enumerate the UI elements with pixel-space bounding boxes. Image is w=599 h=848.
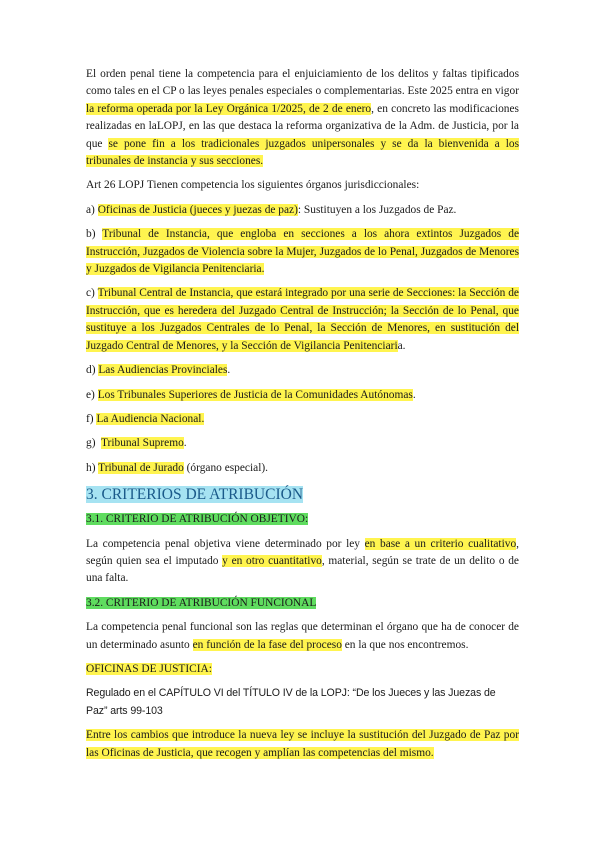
objetivo-paragraph <box>86 536 519 588</box>
list-item-b <box>86 226 519 278</box>
list-prefix: a) <box>86 203 98 216</box>
list-rest: : Sustituyen a los Juzgados de Paz. <box>297 203 457 216</box>
list-highlight: Tribunal de Instancia, que engloba en secciones a los ahora extintos Juzgados de Instrucción, Juzgados de Violencia sobre la Mujer, Juzgados de lo Penal, Juzgados de Menores y Juzgados de Vigilancia Penitenciaria. <box>86 228 519 276</box>
list-rest: a. <box>397 339 406 352</box>
list-item-c <box>86 285 519 355</box>
funcional-highlight-fase: en función de la fase del proceso <box>192 638 342 651</box>
subheading-objetivo <box>86 511 519 528</box>
list-item-e <box>86 387 519 404</box>
intro-text-c: , en concreto las modificaciones realizadas en laLOPJ, en las que destaca la reforma organizativa de la Adm. de Justicia, por la que <box>86 102 519 150</box>
intro-highlight-reform: la reforma operada por la Ley Orgánica 1/2025, de 2 de enero <box>86 102 372 115</box>
subheading-funcional-text: 3.2. CRITERIO DE ATRIBUCIÓN FUNCIONAL <box>86 596 317 609</box>
list-highlight: Las Audiencias Provinciales <box>98 364 228 377</box>
oficinas-heading-text: OFICINAS DE JUSTICIA: <box>86 662 212 675</box>
list-rest: . <box>227 364 231 377</box>
subheading-objetivo-text: 3.1. CRITERIO DE ATRIBUCIÓN OBJETIVO: <box>86 513 309 526</box>
list-prefix: h) <box>86 461 99 474</box>
subheading-funcional <box>86 595 519 612</box>
list-prefix: d) <box>86 364 99 377</box>
intro-text-a: El orden penal tiene la competencia para el enjuiciamiento de los delitos y faltas tipificados como tales en el CP o las leyes penales especiales o complementarias. Este 2025 entra en vigor <box>86 68 519 98</box>
list-item-h <box>86 460 519 477</box>
list-highlight: Oficinas de Justicia (jueces y juezas de paz) <box>97 203 298 216</box>
list-prefix: e) <box>86 388 98 401</box>
list-item-g <box>86 435 519 452</box>
list-prefix: c) <box>86 287 98 300</box>
funcional-paragraph <box>86 619 519 654</box>
section-heading-text: 3. CRITERIOS DE ATRIBUCIÓN <box>86 486 304 504</box>
objetivo-highlight-cualitativo: en base a un criterio cualitativo <box>364 537 517 550</box>
intro-paragraph <box>86 66 519 170</box>
list-highlight: Tribunal Central de Instancia, que estará integrado por una serie de Secciones: la Sección de Instrucción, que es heredera del Juzgado Central de Instrucción; la Sección de lo Penal, que sustituye a los Juzgados Centrales de lo Penal, la Sección de Menores, en sustitución del Juzgado Central de Menores, y la Sección de Vigilancia Penitenciari <box>86 287 519 352</box>
list-prefix: b) <box>86 228 103 241</box>
intro-highlight-tribunales: se pone fin a los tradicionales juzgados unipersonales y se da la bienvenida a los tribunales de instancia y sus secciones. <box>86 137 520 168</box>
art26-paragraph: Art 26 LOPJ Tienen competencia los siguientes órganos jurisdiccionales: <box>86 179 420 192</box>
list-highlight: La Audiencia Nacional. <box>96 412 205 425</box>
regulado-paragraph: Regulado en el CAPÍTULO VI del TÍTULO IV de la LOPJ: “De los Jueces y las Juezas de Paz” arts 99-103 <box>86 687 496 717</box>
list-highlight: Los Tribunales Superiores de Justicia de la Comunidades Autónomas <box>97 388 413 401</box>
final-highlight: Entre los cambios que introduce la nueva ley se incluye la sustitución del Juzgado de Paz por las Oficinas de Justicia, que recogen y amplían las competencias del mismo. <box>86 729 519 759</box>
list-prefix: f) <box>86 412 97 425</box>
objetivo-text-e: , material, según se trate de un delito o de una falta. <box>86 554 519 585</box>
objetivo-highlight-cuantitativo: y en otro cuantitativo <box>222 554 322 567</box>
list-highlight: Tribunal Supremo <box>100 437 184 450</box>
list-rest: (órgano especial). <box>183 461 269 474</box>
list-rest: . <box>183 437 187 450</box>
list-prefix: g) <box>86 437 101 450</box>
section-heading <box>86 485 519 505</box>
list-rest: . <box>412 388 416 401</box>
objetivo-text-c: , según quien sea el imputado <box>86 537 520 567</box>
funcional-text-c: en la que nos encontremos. <box>341 638 469 651</box>
list-item-a <box>86 202 519 219</box>
list-item-d <box>86 362 519 379</box>
list-item-f <box>86 411 519 428</box>
funcional-text-a: La competencia penal funcional son las reglas que determinan el órgano que ha de conocer de un determinado asunto <box>86 621 519 651</box>
list-highlight: Tribunal de Jurado <box>98 461 184 474</box>
oficinas-heading <box>86 661 519 678</box>
final-paragraph <box>86 727 519 762</box>
objetivo-text-a: La competencia penal objetiva viene determinado por ley <box>86 537 365 550</box>
